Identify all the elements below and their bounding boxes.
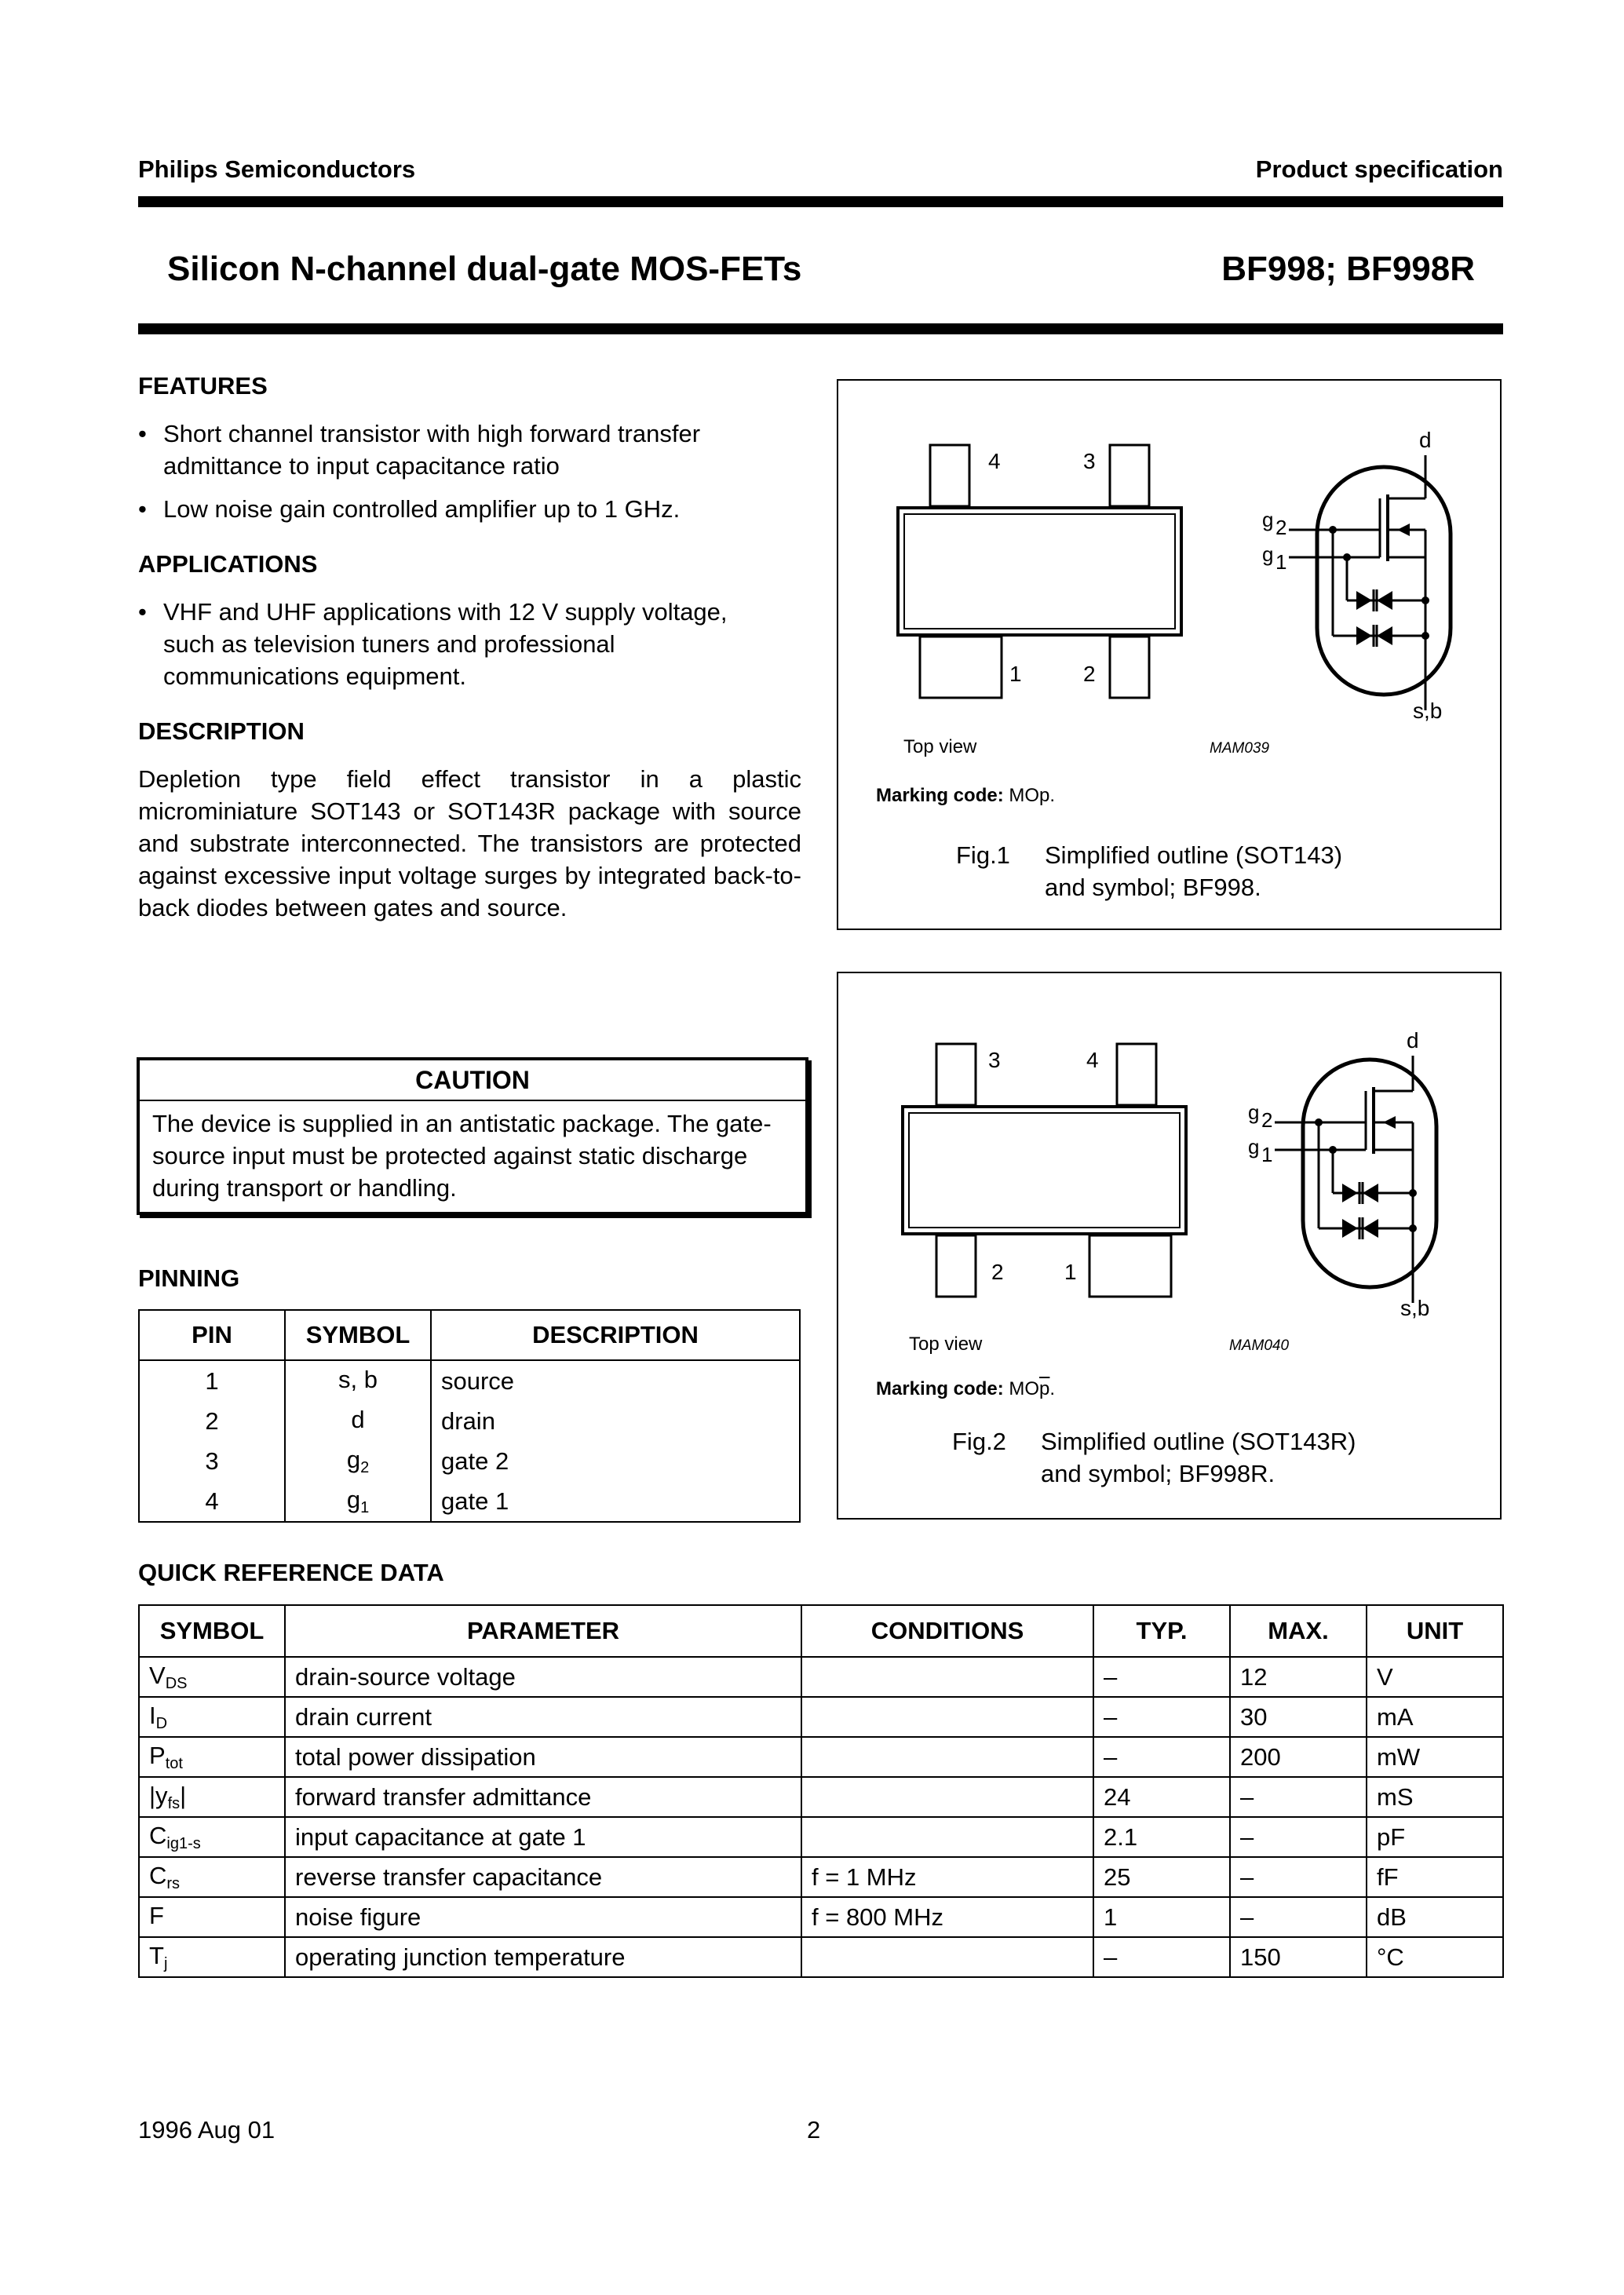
column-header: UNIT [1367,1605,1503,1657]
svg-text:Top view: Top view [909,1334,983,1355]
doc-type: Product specification [1255,155,1503,183]
table-row: 4 $g_1$ gate 1 [139,1481,800,1522]
column-header: PARAMETER [285,1605,801,1657]
svg-text:3: 3 [1083,449,1096,473]
sot143r-outline-diagram [838,973,1500,1381]
table-row: $V_{DS}$ drain-source voltage – 12 V [139,1657,1503,1697]
part-numbers: BF998; BF998R [1221,250,1475,288]
svg-text:2: 2 [991,1260,1004,1284]
svg-text:s,b: s,b [1413,699,1443,723]
applications-list [138,596,805,692]
column-header: PIN [139,1310,285,1360]
figure-2-number: Fig.2 [952,1428,1006,1455]
pinning-table [138,1309,801,1523]
footer-date: 1996 Aug 01 [138,2116,276,2144]
column-header: MAX. [1230,1605,1367,1657]
svg-text:s,b: s,b [1400,1296,1430,1320]
marking-code: Marking code: $MO\overline{p}$. [876,1378,1056,1399]
svg-text:g: g [1262,542,1274,566]
header-rule [138,196,1503,207]
table-row: 1 s, b source [139,1360,800,1401]
column-header: CONDITIONS [801,1605,1093,1657]
applications-heading: APPLICATIONS [138,550,318,578]
page-title: Silicon N-channel dual-gate MOS-FETs [167,250,802,288]
svg-text:g: g [1248,1135,1260,1158]
figure-2 [837,972,1502,1520]
svg-text:d: d [1407,1028,1419,1053]
quick-reference-table [138,1604,1504,1978]
pinning-heading: PINNING [138,1264,240,1292]
figure-1 [837,379,1502,930]
svg-text:1: 1 [1064,1260,1077,1284]
caution-text: The device is supplied in an antistatic package. The gate-source input must be protected against static discharge during transport or handling. [152,1110,772,1202]
sot143-outline-diagram [838,381,1500,789]
title-rule [138,323,1503,334]
svg-text:2: 2 [1275,516,1287,539]
svg-text:MAM039: MAM039 [1210,740,1270,757]
company-name: Philips Semiconductors [138,155,416,183]
figure-1-number: Fig.1 [956,841,1010,869]
svg-text:g: g [1248,1100,1260,1124]
description-heading: DESCRIPTION [138,717,305,745]
svg-text:2: 2 [1083,662,1096,686]
table-row: 2 d drain [139,1401,800,1441]
list-item: • Low noise gain controlled amplifier up to 1 GHz. [138,493,805,525]
figure-2-caption: Simplified outline (SOT143R) and symbol; BF998R. [1041,1428,1356,1487]
svg-text:d: d [1419,428,1432,452]
svg-text:4: 4 [1086,1048,1099,1072]
column-header: SYMBOL [285,1310,431,1360]
table-row: $C_{rs}$ reverse transfer capacitance f = 1 MHz 25 – fF [139,1857,1503,1897]
list-item: • Short channel transistor with high forward transfer admittance to input capacitance ratio [138,418,776,482]
features-list [138,418,805,525]
table-row: $T_j$ operating junction temperature – 150 °C [139,1937,1503,1977]
svg-text:1: 1 [1275,550,1287,574]
list-item: • VHF and UHF applications with 12 V supply voltage, such as television tuners and professional communications equipment. [138,596,776,692]
caution-box [137,1057,808,1215]
svg-text:4: 4 [988,449,1001,473]
table-row: $C_{ig1-s}$ input capacitance at gate 1 2.1 – pF [139,1817,1503,1857]
svg-text:3: 3 [988,1048,1001,1072]
column-header: TYP. [1093,1605,1230,1657]
table-row: $|y_{fs}|$ forward transfer admittance 24 – mS [139,1777,1503,1817]
table-row: $I_D$ drain current – 30 mA [139,1697,1503,1737]
svg-text:1: 1 [1009,662,1022,686]
marking-code: Marking code: MOp. [876,785,1056,806]
page-number: 2 [807,2116,821,2144]
caution-title: CAUTION [140,1060,805,1101]
svg-text:2: 2 [1261,1108,1273,1132]
figure-1-caption: Simplified outline (SOT143) and symbol; BF998. [1045,841,1343,901]
svg-text:Top view: Top view [903,736,977,757]
description-text: Depletion type field effect transistor in a plastic microminiature SOT143 or SOT143R package with source and substrate interconnected. The transistors are protected against excessive input voltage surges by integrated back-to-back diodes between gates and source. [138,765,801,921]
svg-text:MAM040: MAM040 [1229,1337,1290,1354]
table-row: F noise figure f = 800 MHz 1 – dB [139,1897,1503,1937]
column-header: DESCRIPTION [431,1310,800,1360]
column-header: SYMBOL [139,1605,285,1657]
quick-reference-heading: QUICK REFERENCE DATA [138,1559,444,1586]
features-heading: FEATURES [138,372,268,400]
table-row: $P_{tot}$ total power dissipation – 200 mW [139,1737,1503,1777]
svg-text:g: g [1262,508,1274,531]
svg-text:1: 1 [1261,1143,1273,1166]
left-column [138,372,805,924]
table-row: 3 $g_2$ gate 2 [139,1441,800,1481]
